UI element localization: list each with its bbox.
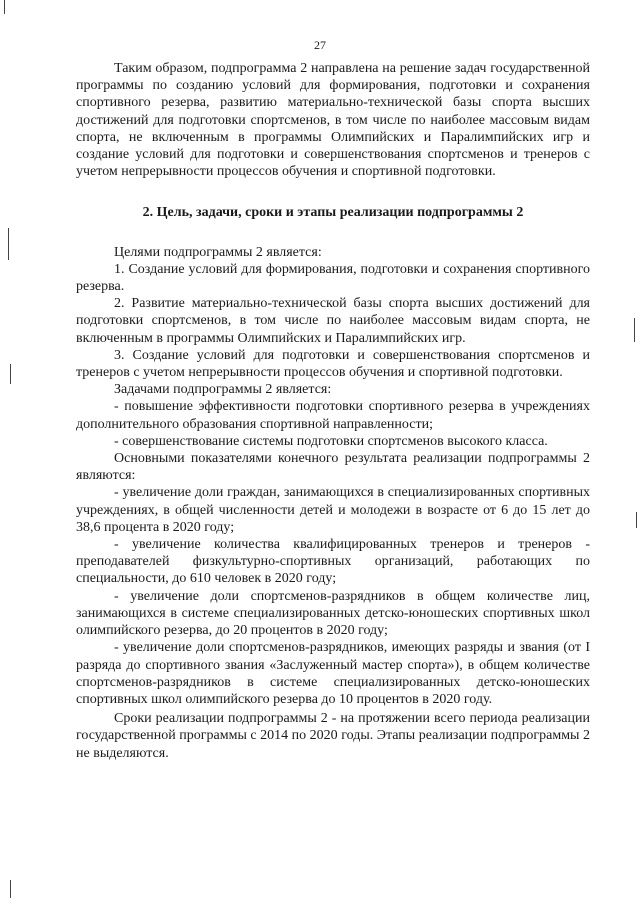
goal-item: 3. Создание условий для подготовки и совершенствования спортсменов и тренеров с учетом непрерывности процессов обучения и спортивной подготовки.	[76, 347, 590, 381]
scan-edge-mark	[8, 228, 9, 260]
scan-edge-mark	[10, 364, 11, 384]
indicator-item: - увеличение доли спортсменов-разрядников в общем количестве лиц, занимающихся в системе специализированных детско-юношеских спортивных школ олимпийского резерва, до 20 процентов в 2020 году;	[76, 588, 590, 639]
indicator-item: - увеличение доли спортсменов-разрядников, имеющих разряды и звания (от I разряда до спортивного звания «Заслуженный мастер спорта»), в общем количестве спортсменов-разрядников в системе специализированных детско-юношеских спортивных школ олимпийского резерва до 10 процентов в 2020 году.	[76, 640, 590, 707]
goal-item: 2. Развитие материально-технической базы спорта высших достижений для подготовки спортсменов, в том числе по наиболее массовым видам спорта, не включенным в программы Олимпийских и Паралимпийских игр.	[76, 296, 590, 346]
goals-intro: Целями подпрограммы 2 является:	[114, 244, 322, 260]
scan-edge-mark	[634, 318, 635, 342]
scan-edge-mark	[4, 0, 5, 14]
section-heading: 2. Цель, задачи, сроки и этапы реализации подпрограммы 2	[142, 205, 524, 221]
indicator-item: - увеличение количества квалифицированных тренеров и тренеров - преподавателей физкультурно-спортивных организаций, работающих по специальности, до 610 человек в 2020 году;	[76, 537, 590, 587]
indicator-item: - увеличение доли граждан, занимающихся в специализированных спортивных учреждениях, в общей численности детей и молодежи в возрасте от 6 до 15 лет до 38,6 процента в 2020 году;	[76, 485, 590, 535]
tasks-intro: Задачами подпрограммы 2 является:	[114, 382, 332, 398]
scan-edge-mark	[10, 880, 11, 898]
indicators-intro: Основными показателями конечного результата реализации подпрограммы 2 являются:	[76, 451, 590, 484]
terms-paragraph: Сроки реализации подпрограммы 2 - на протяжении всего периода реализации государственной программы с 2014 по 2020 годы. Этапы реализации подпрограммы 2 не выделяются.	[76, 711, 590, 761]
document-body	[76, 60, 590, 762]
goal-item: 1. Создание условий для формирования, подготовки и сохранения спортивного резерва.	[76, 261, 590, 295]
intro-paragraph: Таким образом, подпрограмма 2 направлена на решение задач государственной программы по созданию условий для формирования, подготовки и сохранения спортивного резерва, развитию материально-технической базы спорта высших достижений для подготовки спортсменов, в том числе по наиболее массовым видам спорта, не включенным в программы Олимпийских и Паралимпийских игр и создание условий для подготовки и совершенствования спортсменов и тренеров с учетом непрерывности процессов обучения и спортивной подготовки.	[76, 61, 590, 180]
task-item: - повышение эффективности подготовки спортивного резерва в учреждениях дополнительного образования спортивной направленности;	[76, 399, 590, 432]
page-number: 27	[314, 38, 326, 52]
task-item: - совершенствование системы подготовки спортсменов высокого класса.	[114, 433, 548, 449]
scan-edge-mark	[636, 512, 637, 528]
